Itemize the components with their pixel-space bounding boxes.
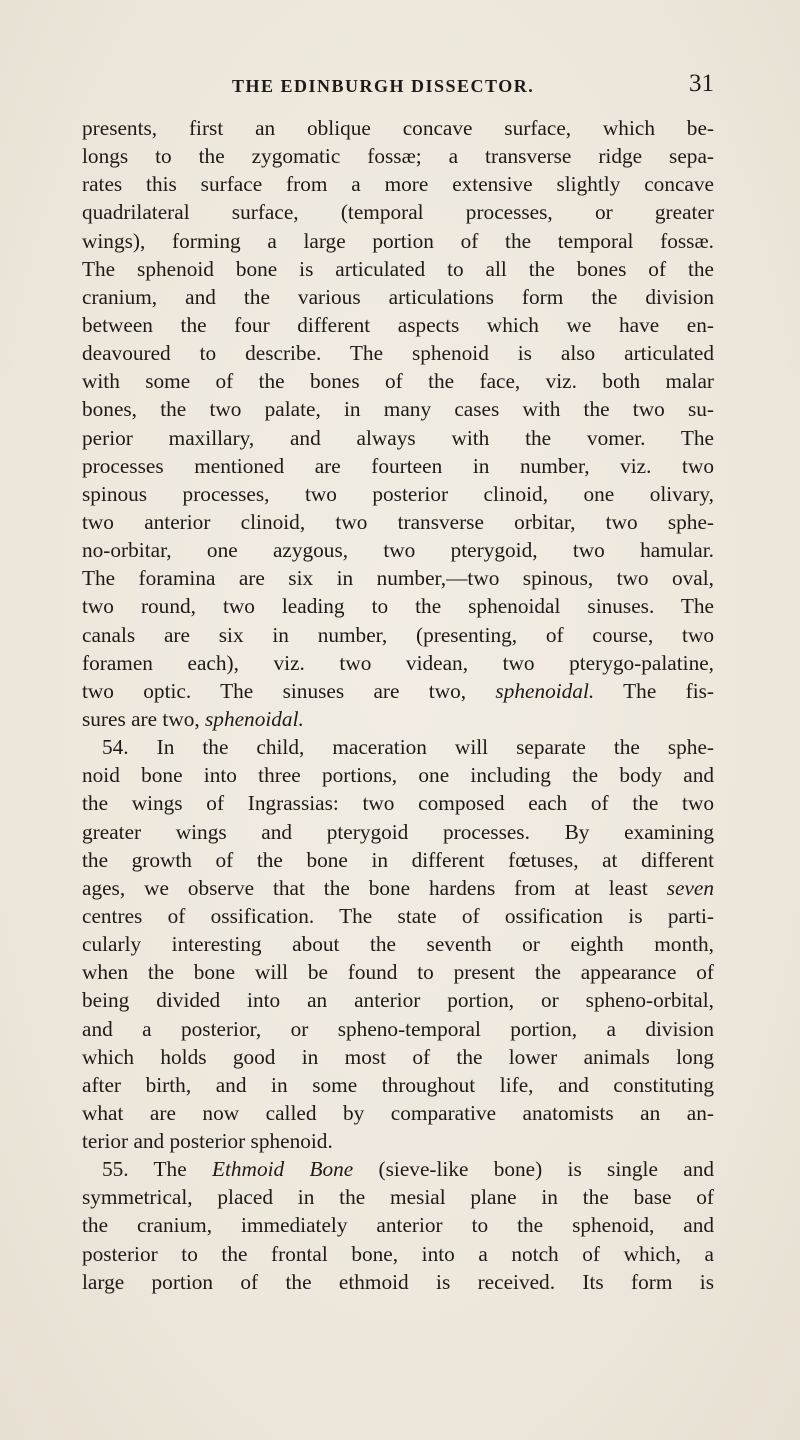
body-text	[82, 114, 714, 1296]
text-line: after birth, and in some throughout life, and constituting	[82, 1072, 714, 1097]
text-line: which holds good in most of the lower animals long	[82, 1044, 714, 1069]
text-line	[82, 874, 714, 902]
italic-term: sphenoidal.	[205, 706, 304, 731]
text-line: greater wings and pterygoid processes. By examining	[82, 819, 714, 844]
text-line	[82, 705, 714, 733]
text-run: sures are two,	[82, 706, 206, 731]
text-line: two anterior clinoid, two transverse orbitar, two sphe-	[82, 509, 714, 534]
text-line: centres of ossification. The state of ossification is parti-	[82, 903, 714, 928]
text-line: between the four different aspects which we have en-	[82, 312, 714, 337]
text-run: 55. The	[102, 1157, 212, 1182]
text-line: large portion of the ethmoid is received. Its form is	[82, 1269, 714, 1294]
text-line: quadrilateral surface, (temporal processes, or greater	[82, 200, 714, 225]
text-line: rates this surface from a more extensive slightly concave	[82, 172, 714, 197]
text-line: the growth of the bone in different fœtuses, at different	[82, 847, 714, 872]
text-line: deavoured to describe. The sphenoid is also articulated	[82, 341, 714, 366]
text-line: being divided into an anterior portion, or spheno-orbital,	[82, 988, 714, 1013]
text-run: ages, we observe that the bone hardens from at least	[82, 875, 667, 900]
text-line: symmetrical, placed in the mesial plane in the base of	[82, 1185, 714, 1210]
text-line: perior maxillary, and always with the vomer. The	[82, 425, 714, 450]
paragraph-start: 54. In the child, maceration will separate the sphe-	[102, 735, 714, 760]
text-line: the wings of Ingrassias: two composed each of the two	[82, 791, 714, 816]
text-line: noid bone into three portions, one including the body and	[82, 763, 714, 788]
text-line: wings), forming a large portion of the temporal fossæ.	[82, 228, 714, 253]
text-line: The sphenoid bone is articulated to all the bones of the	[82, 256, 714, 281]
text-run: (sieve-like bone) is single and	[353, 1157, 714, 1182]
text-line: spinous processes, two posterior clinoid, one olivary,	[82, 481, 714, 506]
text-run: two optic. The sinuses are two,	[82, 678, 496, 703]
text-run: The fis-	[594, 678, 714, 703]
text-line: bones, the two palate, in many cases with the two su-	[82, 397, 714, 422]
text-line: foramen each), viz. two videan, two pterygo-palatine,	[82, 650, 714, 675]
text-line	[82, 677, 714, 705]
text-line: and a posterior, or spheno-temporal portion, a division	[82, 1016, 714, 1041]
italic-term: sphenoidal.	[495, 678, 595, 703]
text-line: cranium, and the various articulations form the division	[82, 284, 714, 309]
text-line: presents, first an oblique concave surface, which be-	[82, 116, 714, 140]
text-line: with some of the bones of the face, viz. both malar	[82, 369, 714, 394]
text-line: terior and posterior sphenoid.	[82, 1129, 333, 1154]
text-line: the cranium, immediately anterior to the sphenoid, and	[82, 1213, 714, 1238]
paragraph-start	[82, 1155, 714, 1183]
text-line: what are now called by comparative anatomists an an-	[82, 1100, 714, 1125]
text-line: two round, two leading to the sphenoidal sinuses. The	[82, 594, 714, 619]
italic-term: Ethmoid Bone	[211, 1157, 354, 1182]
italic-term: seven	[666, 875, 714, 900]
page-number: 31	[689, 70, 714, 97]
text-line: cularly interesting about the seventh or eighth month,	[82, 932, 714, 957]
text-line: longs to the zygomatic fossæ; a transverse ridge sepa-	[82, 144, 714, 169]
text-line: when the bone will be found to present the appearance of	[82, 960, 714, 985]
running-title: THE EDINBURGH DISSECTOR.	[232, 76, 535, 96]
text-line: posterior to the frontal bone, into a notch of which, a	[82, 1241, 714, 1266]
running-head	[82, 64, 714, 104]
text-line: canals are six in number, (presenting, of course, two	[82, 622, 714, 647]
text-line: no-orbitar, one azygous, two pterygoid, two hamular.	[82, 538, 714, 563]
text-line: The foramina are six in number,—two spinous, two oval,	[82, 566, 714, 591]
text-line: processes mentioned are fourteen in number, viz. two	[82, 453, 714, 478]
